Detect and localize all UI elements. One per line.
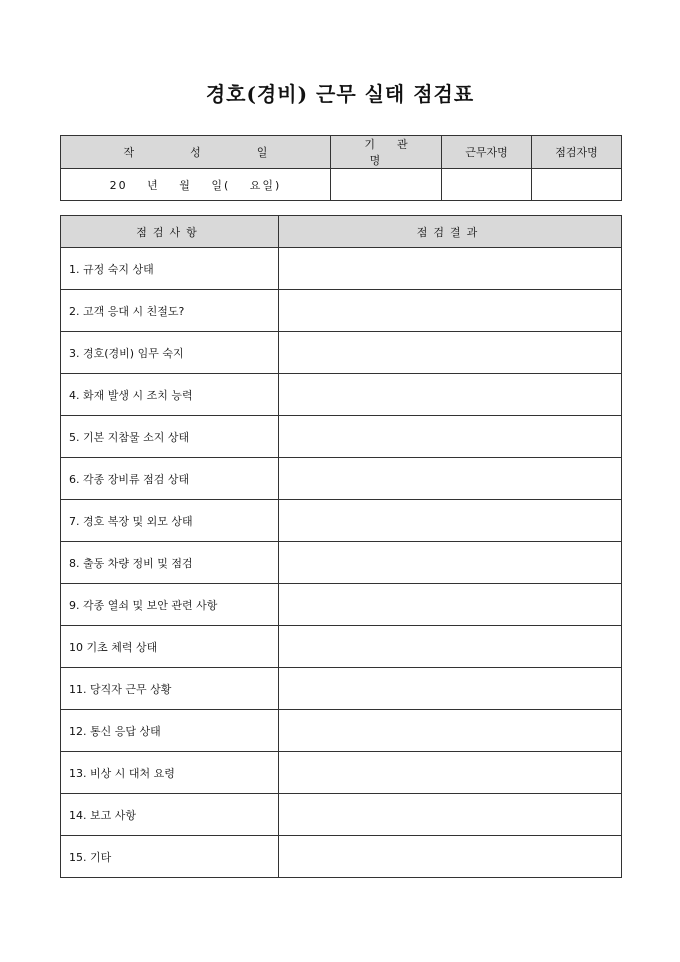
check-item: 1. 규정 숙지 상태 <box>61 248 279 290</box>
check-result[interactable] <box>279 752 622 794</box>
checklist-header-row <box>61 216 622 248</box>
check-item: 8. 출동 차량 정비 및 점검 <box>61 542 279 584</box>
table-row <box>61 668 622 710</box>
table-row <box>61 248 622 290</box>
check-item: 7. 경호 복장 및 외모 상태 <box>61 500 279 542</box>
check-result[interactable] <box>279 332 622 374</box>
check-item: 6. 각종 장비류 점검 상태 <box>61 458 279 500</box>
table-row <box>61 752 622 794</box>
check-item: 14. 보고 사항 <box>61 794 279 836</box>
check-result[interactable] <box>279 248 622 290</box>
table-row <box>61 416 622 458</box>
checklist-table <box>60 215 622 878</box>
agency-header: 기관명 <box>331 136 442 169</box>
check-result[interactable] <box>279 290 622 332</box>
inspector-field[interactable] <box>532 169 622 201</box>
inspector-header: 점검자명 <box>532 136 622 169</box>
table-row <box>61 332 622 374</box>
table-row <box>61 584 622 626</box>
check-item: 15. 기타 <box>61 836 279 878</box>
check-item: 10 기초 체력 상태 <box>61 626 279 668</box>
agency-field[interactable] <box>331 169 442 201</box>
date-header: 작성일 <box>61 136 331 169</box>
check-item: 12. 통신 응답 상태 <box>61 710 279 752</box>
table-row <box>61 836 622 878</box>
check-item: 2. 고객 응대 시 친절도? <box>61 290 279 332</box>
check-item: 4. 화재 발생 시 조치 능력 <box>61 374 279 416</box>
check-result[interactable] <box>279 836 622 878</box>
check-result[interactable] <box>279 374 622 416</box>
check-result[interactable] <box>279 458 622 500</box>
check-item: 13. 비상 시 대처 요령 <box>61 752 279 794</box>
check-result[interactable] <box>279 626 622 668</box>
check-result[interactable] <box>279 416 622 458</box>
check-result[interactable] <box>279 500 622 542</box>
worker-field[interactable] <box>442 169 532 201</box>
check-item: 3. 경호(경비) 임무 숙지 <box>61 332 279 374</box>
check-result[interactable] <box>279 794 622 836</box>
check-item: 5. 기본 지참물 소지 상태 <box>61 416 279 458</box>
info-header-row <box>61 136 622 169</box>
table-row <box>61 500 622 542</box>
table-row <box>61 626 622 668</box>
info-value-row <box>61 169 622 201</box>
worker-header: 근무자명 <box>442 136 532 169</box>
table-row <box>61 458 622 500</box>
info-table <box>60 135 622 201</box>
date-field[interactable]: 20 년 월 일( 요일) <box>61 169 331 201</box>
check-result[interactable] <box>279 584 622 626</box>
check-item: 9. 각종 열쇠 및 보안 관련 사항 <box>61 584 279 626</box>
table-row <box>61 542 622 584</box>
check-result[interactable] <box>279 542 622 584</box>
check-result[interactable] <box>279 710 622 752</box>
table-row <box>61 290 622 332</box>
document-title: 경호(경비) 근무 실태 점검표 <box>205 82 475 106</box>
check-item: 11. 당직자 근무 상황 <box>61 668 279 710</box>
table-row <box>61 710 622 752</box>
check-results-header: 점검결과 <box>279 216 622 248</box>
table-row <box>61 794 622 836</box>
table-row <box>61 374 622 416</box>
check-items-header: 점검사항 <box>61 216 279 248</box>
check-result[interactable] <box>279 668 622 710</box>
